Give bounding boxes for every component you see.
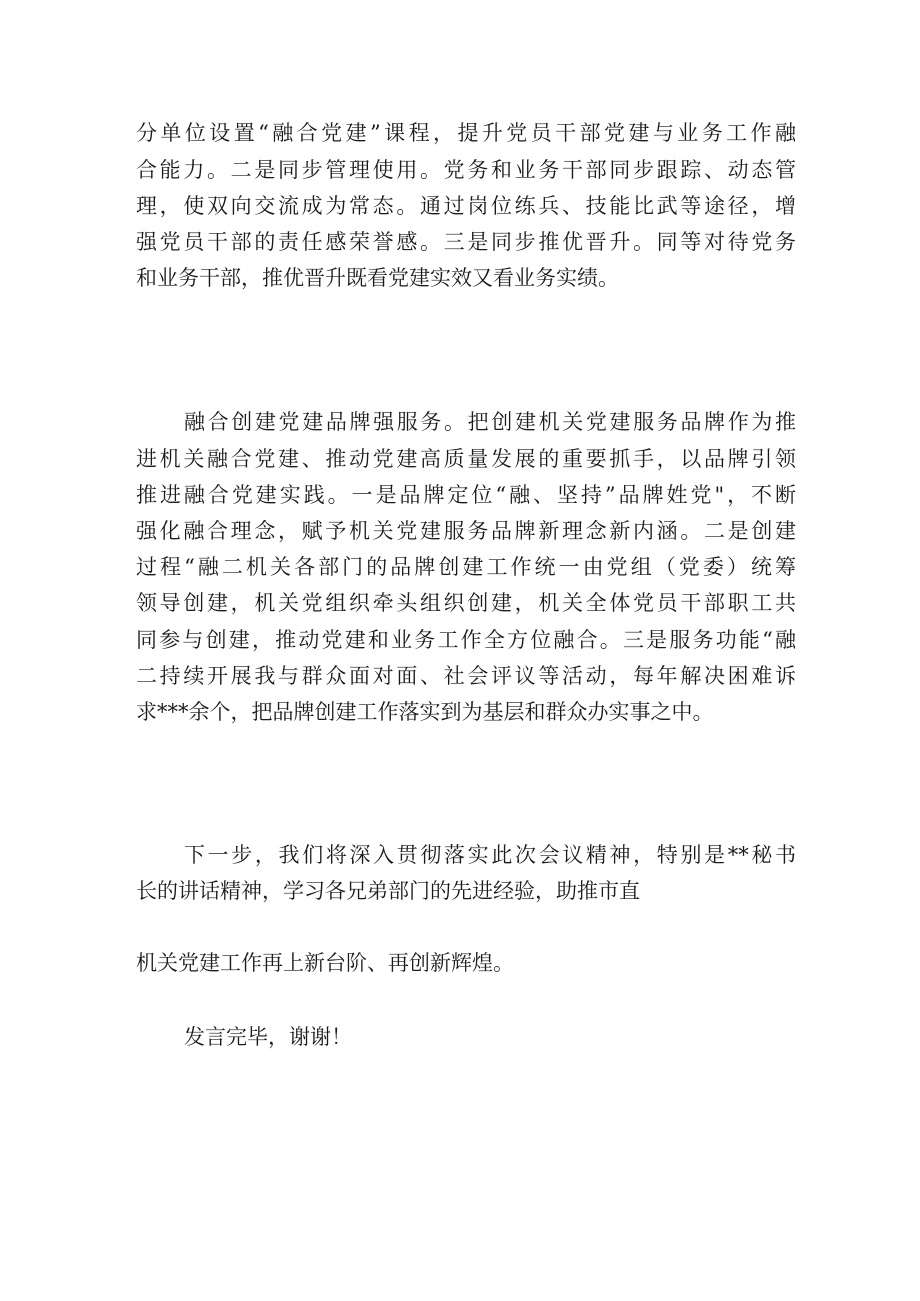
paragraph-2-line-5: 过程“融二机关各部门的品牌创建工作统一由党组（党委）统筹 (136, 555, 796, 579)
paragraph-4-line-1: 机关党建工作再上新台阶、再创新辉煌。 (136, 951, 514, 975)
paragraph-2-line-9: 求***余个，把品牌创建工作落实到为基层和群众办实事之中。 (136, 700, 714, 724)
paragraph-2-line-1: 融合创建党建品牌强服务。把创建机关党建服务品牌作为推 (184, 410, 796, 434)
paragraph-3-line-2: 长的讲话精神，学习各兄弟部门的先进经验，助推市直 (136, 879, 640, 903)
paragraph-3-line-1: 下一步，我们将深入贯彻落实此次会议精神，特别是**秘书 (184, 843, 796, 867)
paragraph-2-line-8: 二持续开展我与群众面对面、社会评议等活动，每年解决困难诉 (136, 664, 796, 688)
paragraph-2-line-3: 推进融合党建实践。一是品牌定位“融、坚持”品牌姓党"，不断 (136, 483, 796, 507)
paragraph-5-line-1: 发言完毕，谢谢！ (184, 1025, 352, 1049)
paragraph-2-line-4: 强化融合理念，赋予机关党建服务品牌新理念新内涵。二是创建 (136, 519, 796, 543)
paragraph-1-line-2: 合能力。二是同步管理使用。党务和业务干部同步跟踪、动态管 (136, 158, 796, 182)
paragraph-2-line-7: 同参与创建，推动党建和业务工作全方位融合。三是服务功能“融 (136, 628, 796, 652)
paragraph-2-line-2: 进机关融合党建、推动党建高质量发展的重要抓手，以品牌引领 (136, 447, 796, 471)
paragraph-1-line-1: 分单位设置“融合党建”课程，提升党员干部党建与业务工作融 (136, 121, 796, 145)
paragraph-2-line-6: 领导创建，机关党组织牵头组织创建，机关全体党员干部职工共 (136, 591, 796, 615)
paragraph-1-line-3: 理，使双向交流成为常态。通过岗位练兵、技能比武等途径，增 (136, 194, 796, 218)
paragraph-1-line-5: 和业务干部，推优晋升既看党建实效又看业务实绩。 (136, 266, 619, 290)
paragraph-1-line-4: 强党员干部的责任感荣誉感。三是同步推优晋升。同等对待党务 (136, 230, 796, 254)
